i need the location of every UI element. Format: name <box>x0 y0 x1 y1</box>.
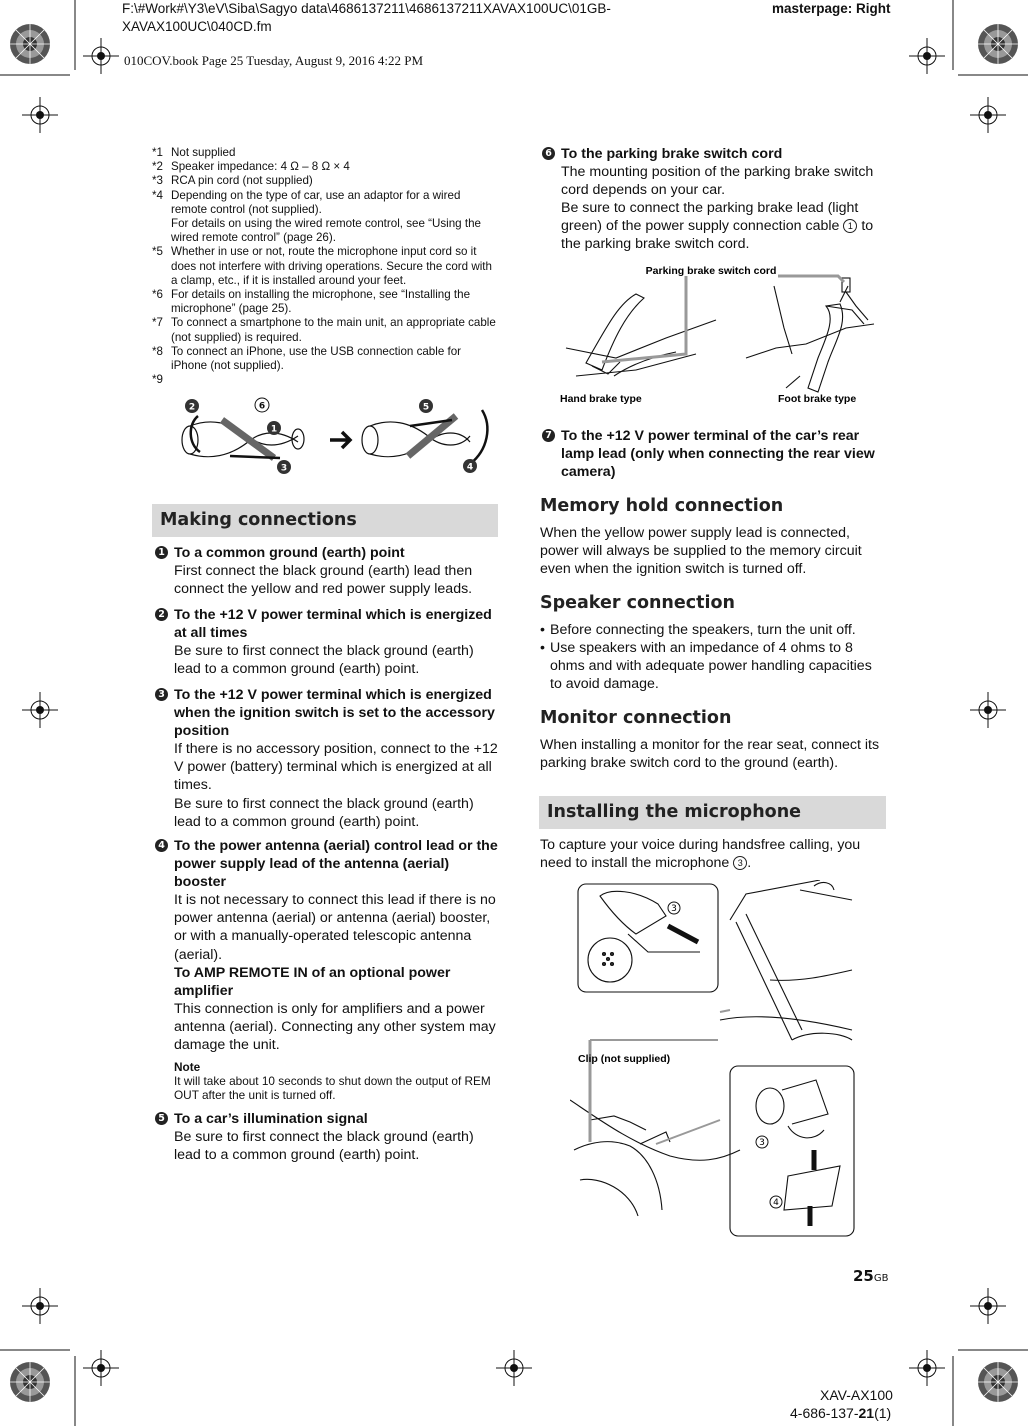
microphone-intro: To capture your voice during handsfree calling, you need to install the microphone 3 . <box>540 837 861 872</box>
registration-target-icon <box>976 1360 1020 1404</box>
diagram-number: 1 <box>270 424 278 435</box>
crosshair-icon <box>909 38 945 74</box>
connection-item: To the +12 V power terminal which is energized at all times Be sure to first connect the black ground (earth) lead to a common ground (earth) point. <box>174 607 492 678</box>
bullet-item: • Before connecting the speakers, turn the unit off. <box>540 622 856 638</box>
diagram-number: 3 <box>280 463 288 474</box>
registration-target-icon <box>976 22 1020 66</box>
monitor-connection-text: When installing a monitor for the rear seat, connect its parking brake switch cord to the ground (earth). <box>540 737 880 772</box>
reference-number: 3 <box>733 856 747 870</box>
heading-speaker-connection: Speaker connection <box>540 593 735 613</box>
reference-number: 1 <box>843 219 857 233</box>
footnote: *4 Depending on the type of car, use an adaptor for a wired remote control (not supplied). For details on using the wired remote control, see “Using the wired remote control” (page 26). <box>152 188 481 245</box>
registration-target-icon <box>8 1360 52 1404</box>
item-number-badge: 2 <box>155 608 168 621</box>
crosshair-icon <box>970 97 1006 133</box>
file-path-line: F:\#Work#\Y3\eV\Siba\Sagyo data\4686137211\4686137211XAVAX100UC\01GB- <box>122 1 611 16</box>
footnotes <box>152 146 498 387</box>
footnote: *1 Not supplied <box>152 146 236 159</box>
item-number-badge: 1 <box>155 546 168 559</box>
page-number: 25GB <box>853 1267 889 1285</box>
section-heading-making-connections: Making connections <box>152 504 498 537</box>
heading-memory-hold: Memory hold connection <box>540 496 784 516</box>
item-number-badge: 6 <box>542 147 555 160</box>
diagram-reference: 3 <box>759 1138 765 1148</box>
model-number: XAV-AX100 <box>820 1387 893 1403</box>
part-number: 4-686-137-21(1) <box>790 1405 892 1421</box>
connection-item: To the +12 V power terminal which is energized when the ignition switch is set to the accessory position If there is no accessory position, connect to the +12 V power (battery) terminal which is energized at all times. Be sure to first connect the black ground (earth) lead to a common ground (earth) point. <box>174 687 498 830</box>
heading-monitor-connection: Monitor connection <box>540 708 732 728</box>
crosshair-icon <box>22 97 58 133</box>
note-label: Note <box>174 1060 201 1075</box>
diagram-reference: 4 <box>773 1198 779 1208</box>
diagram-number: 5 <box>422 402 430 413</box>
note-text: It will take about 10 seconds to shut down the output of REM OUT after the unit is turned off. <box>174 1074 491 1103</box>
bullet-item: • Use speakers with an impedance of 4 ohms to 8 ohms and with adequate power handling capacities to avoid damage. <box>540 640 872 693</box>
crosshair-icon <box>22 692 58 728</box>
book-info-line: 010COV.book Page 25 Tuesday, August 9, 2016 4:22 PM <box>124 53 424 68</box>
crosshair-icon <box>909 1350 945 1386</box>
crosshair-icon <box>496 1350 532 1386</box>
parking-brake-diagram <box>556 258 886 408</box>
footnote: *5 Whether in use or not, route the microphone input cord so it does not interfere with driving operations. Secure the cord with a clamp, etc., if it is installed around your feet. <box>152 245 492 287</box>
connection-item: To the +12 V power terminal of the car’s rear lamp lead (only when connecting the rear view camera) <box>561 428 875 481</box>
footnote: *9 <box>152 373 163 387</box>
footnote: *8 To connect an iPhone, use the USB connection cable for iPhone (not supplied). <box>152 344 462 373</box>
label-hand-brake-type: Hand brake type <box>560 393 642 405</box>
footnote: *3 RCA pin cord (not supplied) <box>152 174 313 188</box>
diagram-reference: 3 <box>671 904 677 914</box>
crosshair-icon <box>83 38 119 74</box>
connection-item: To the parking brake switch cord The mounting position of the parking brake switch cord depends on your car. Be sure to connect the parking brake lead (light green) of the power supply connection cable 1 to the parking brake switch cord. <box>561 146 874 253</box>
crosshair-icon <box>83 1350 119 1386</box>
connection-item: To a common ground (earth) point First connect the black ground (earth) lead then connect the yellow and red power supply leads. <box>174 545 473 598</box>
speaker-bullets <box>540 621 885 693</box>
diagram-number: 6 <box>258 401 266 412</box>
crosshair-icon <box>970 692 1006 728</box>
file-path-line: XAVAX100UC\040CD.fm <box>122 19 272 34</box>
section-heading-installing-microphone: Installing the microphone <box>539 796 886 829</box>
item-number-badge: 7 <box>542 429 555 442</box>
footnote: *7 To connect a smartphone to the main unit, an appropriate cable (not supplied) is required. <box>152 316 496 344</box>
footnote: *6 For details on installing the microphone, see “Installing the microphone” (page 25). <box>152 288 471 316</box>
label-clip-not-supplied: Clip (not supplied) <box>578 1053 671 1065</box>
cable-twist-diagram <box>170 396 500 482</box>
crosshair-icon <box>22 1288 58 1324</box>
footnote: *2 Speaker impedance: 4 Ω – 8 Ω × 4 <box>152 160 350 174</box>
label-parking-brake-switch-cord: Parking brake switch cord <box>645 265 777 277</box>
item-number-badge: 4 <box>155 839 168 852</box>
diagram-number: 2 <box>188 402 196 413</box>
diagram-number: 4 <box>466 462 474 473</box>
connection-item: To the power antenna (aerial) control lead or the power supply lead of the antenna (aerial) booster It is not necessary to connect this lead if there is no power antenna (aerial) or antenna (aerial) booster, or with a manually-operated telescopic antenna (aerial). To AMP REMOTE IN of an optional power amplifier This connection is only for amplifiers and a power antenna (aerial). Connecting any other system may damage the unit. Note It will take about 10 seconds to shut down the output of REM OUT after the unit is turned off. <box>174 837 500 1102</box>
file-path <box>122 0 611 36</box>
item-number-badge: 3 <box>155 688 168 701</box>
memory-hold-text: When the yellow power supply lead is connected, power will always be supplied to the memory circuit even when the ignition switch is turned off. <box>540 525 862 578</box>
item-number-badge: 5 <box>155 1112 168 1125</box>
registration-target-icon <box>8 22 52 66</box>
microphone-install-diagram <box>570 880 860 1240</box>
masterpage-label: masterpage: Right <box>772 1 891 16</box>
connection-item: To a car’s illumination signal Be sure to first connect the black ground (earth) lead to a common ground (earth) point. <box>174 1111 474 1164</box>
label-foot-brake-type: Foot brake type <box>778 393 857 405</box>
crosshair-icon <box>970 1288 1006 1324</box>
